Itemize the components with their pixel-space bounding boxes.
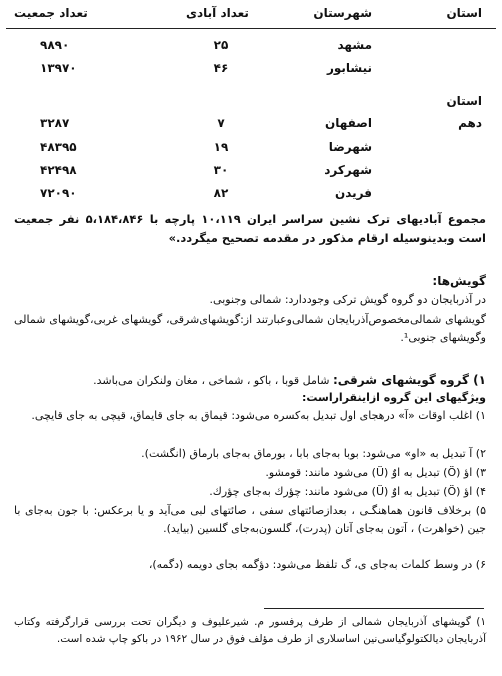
province-label-row — [0, 94, 502, 114]
eastern-item: ۶) در وسط کلمات به‌جای ی، گ تلفظ می‌شود: دؤگمه بجای دویمه (دگمه)، — [148, 558, 486, 571]
table-header-rule — [6, 28, 496, 29]
cell-city: فریدن — [334, 186, 372, 200]
eastern-item: ۲) آ تبدیل به «او» می‌شود: بوبا به‌جای بابا ، بورماق به‌جای بارماق (انگشت). — [141, 447, 486, 460]
table-row — [0, 38, 502, 58]
footnote: ۱) گویشهای آذربایجان شمالی از طرف پرفسور م. شیرعلیوف و دیگران تحت بررسی قرارگرفته وکتاب آذربایجان دیالکتولوگیاسی‌نین اساسلاری از طرف مؤلف فوق در سال ۱۹۶۲ در باکو چاپ شده است. — [14, 616, 486, 645]
header-villages: تعداد آبادی — [186, 6, 249, 20]
cell-city: نیشابور — [326, 61, 372, 75]
cell-population: ۳۲۸۷ — [40, 116, 70, 130]
province-label: استان — [446, 94, 482, 108]
cell-villages: ۲۵ — [213, 38, 229, 52]
province-label-sub: دهم — [458, 116, 482, 130]
cell-population: ۷۲۰۹۰ — [40, 186, 77, 200]
cell-villages: ۷ — [217, 116, 225, 130]
eastern-intro: ویژگیهای این گروه ازاینقراراست: — [301, 391, 486, 404]
cell-city: اصفهان — [324, 116, 372, 130]
cell-villages: ۸۲ — [213, 186, 229, 200]
summary-paragraph: مجموع آبادیهای ترک نشین سراسر ایران ۱۰،۱۱۹ پارچه با ۵،۱۸۴،۸۴۶ نفر جمعیت است وبدینوسیله ارقام مذکور در مقدمه تصحیح میگردد.» — [14, 212, 486, 245]
dialects-heading: گویش‌ها: — [432, 274, 486, 288]
eastern-item: ۵) برخلاف قانون هماهنگـی ، بعدازصائتهای سفی ، صائتهای لبی می‌آید و یا برعکس: با جون به‌جای با جین (خواهرت) ، آتون به‌جای آتان (پدرت)، گلسون‌به‌جای گلسین (بیاید). — [14, 504, 486, 535]
dialects-line: در آذربایجان دو گروه گویش ترکی وجوددارد: شمالی وجنوبی. — [209, 293, 486, 306]
table-row — [0, 140, 502, 160]
eastern-heading: ۱) گروه گویشهای شرقی: — [332, 373, 486, 387]
cell-population: ۴۸۳۹۵ — [40, 140, 77, 154]
cell-city: شهرضا — [328, 140, 372, 154]
cell-villages: ۴۶ — [213, 61, 229, 75]
cell-city: مشهد — [337, 38, 372, 52]
cell-population: ۴۲۴۹۸ — [40, 163, 77, 177]
cell-villages: ۳۰ — [213, 163, 229, 177]
eastern-item: ۱) اغلب اوقات «آ» درهجای اول تبدیل به‌کسره می‌شود: قیماق به جای قایماق، قیچی به جای قایچی. — [31, 409, 486, 422]
table-header — [0, 6, 502, 30]
footnote-rule — [264, 608, 484, 609]
header-city: شهرستان — [313, 6, 372, 20]
table-row — [0, 163, 502, 183]
eastern-item: ۳) اؤ (Ö) تبدیل به اوٌ (Ü) می‌شود مانند: قومشو. — [265, 466, 486, 479]
header-population: تعداد جمعیت — [14, 6, 88, 20]
cell-population: ۱۳۹۷۰ — [40, 61, 77, 75]
dialects-paragraph: گویشهای شمالی‌مخصوص‌آذربایجان شمالی‌وعبارتند از:گویشهای‌شرقی، گویشهای غربی،گویشهای شمالی وگویشهای جنوبی¹. — [14, 313, 486, 344]
eastern-item: ۴) اؤ (Ö) تبدیل به اوٌ (Ü) می‌شود مانند: چؤرك به‌جای چؤرك. — [209, 485, 486, 498]
header-province: استان — [446, 6, 482, 20]
eastern-heading-line — [14, 371, 486, 390]
table-row — [0, 116, 502, 136]
table-row — [0, 186, 502, 206]
table-row — [0, 61, 502, 81]
eastern-heading-rest: شامل قوبا ، باکو ، شماخی ، مغان ولنکران می‌باشد. — [93, 374, 333, 387]
cell-population: ۹۸۹۰ — [40, 38, 70, 52]
cell-city: شهرکرد — [324, 163, 372, 177]
cell-villages: ۱۹ — [213, 140, 229, 154]
